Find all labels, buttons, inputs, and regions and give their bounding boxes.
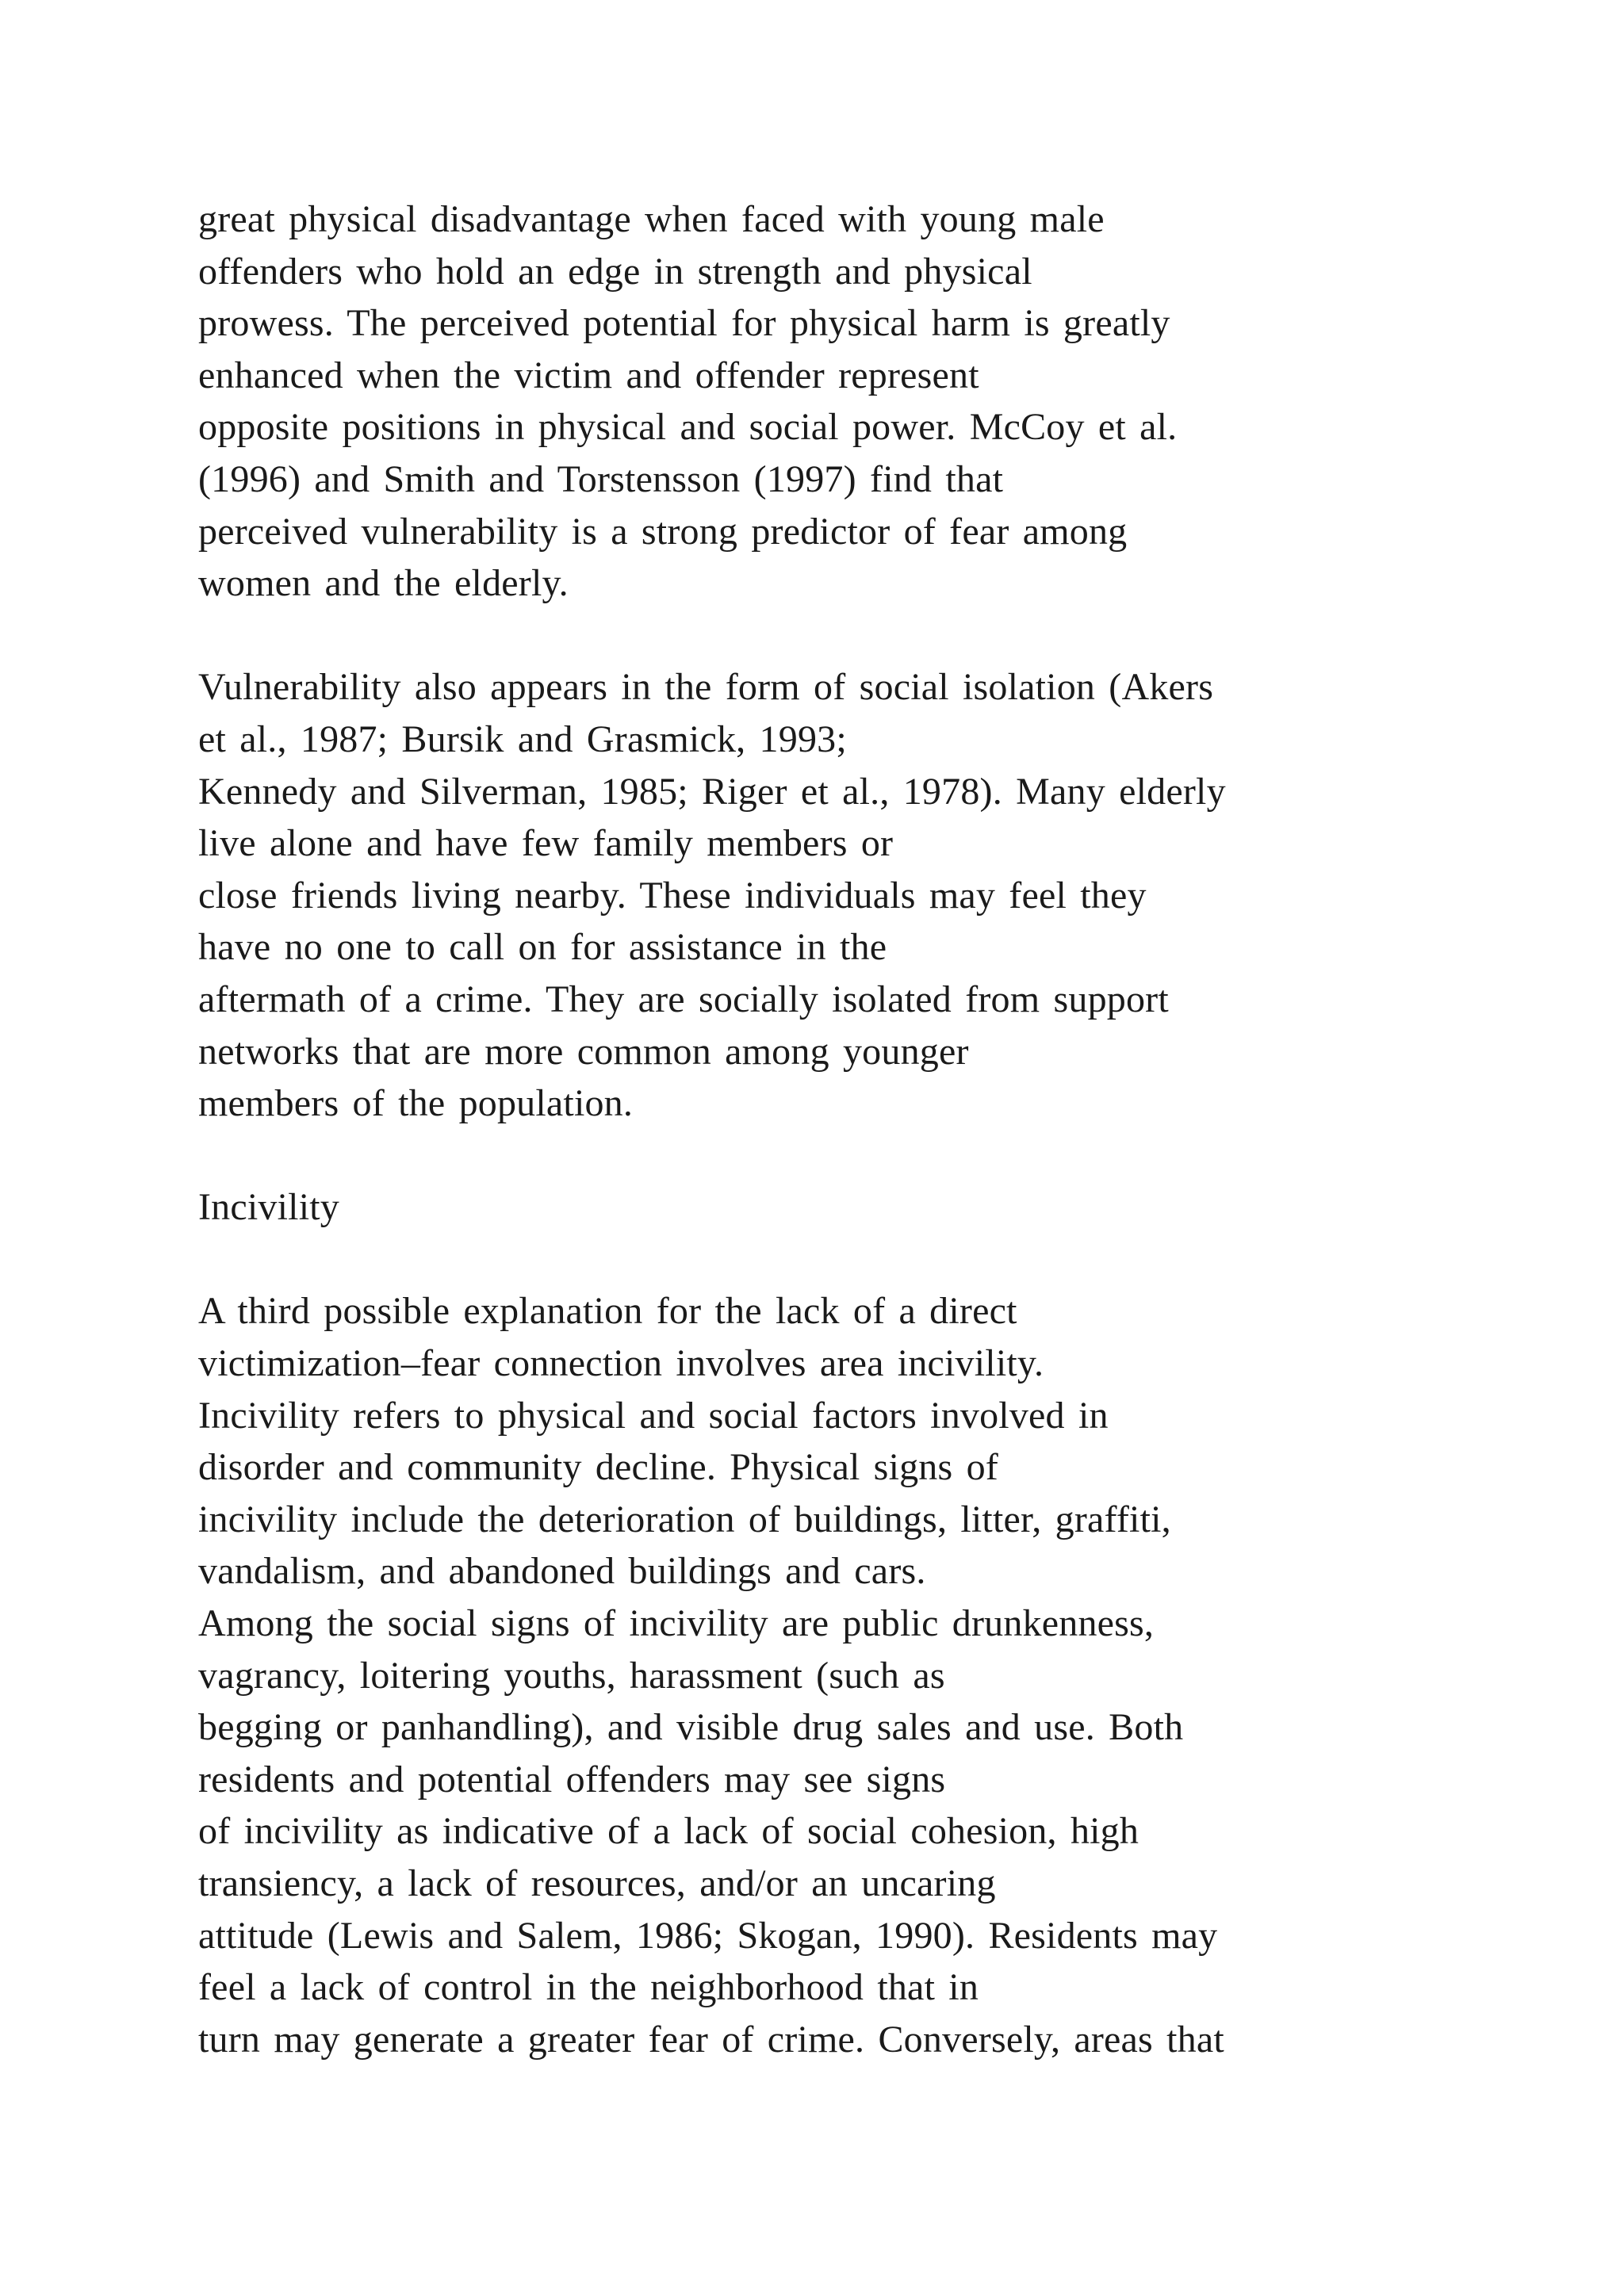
text-line: turn may generate a greater fear of crime. Conversely, areas that — [198, 2018, 1224, 2061]
text-line: live alone and have few family members or — [198, 822, 894, 865]
text-line: A third possible explanation for the lack of a direct — [198, 1290, 1017, 1333]
text-line: great physical disadvantage when faced with young male — [198, 198, 1105, 240]
text-line: vagrancy, loitering youths, harassment (such as — [198, 1654, 945, 1697]
text-line: have no one to call on for assistance in the — [198, 926, 887, 969]
text-line: aftermath of a crime. They are socially isolated from support — [198, 978, 1169, 1020]
text-line: et al., 1987; Bursik and Grasmick, 1993; — [198, 718, 847, 760]
text-line: Kennedy and Silverman, 1985; Riger et al., 1978). Many elderly — [198, 770, 1226, 813]
section-heading: Incivility — [198, 1186, 339, 1229]
text-line: incivility include the deterioration of buildings, litter, graffiti, — [198, 1498, 1171, 1540]
paragraph-incivility — [198, 1285, 1435, 2065]
text-line: Vulnerability also appears in the form of social isolation (Akers — [198, 666, 1214, 709]
text-line: Incivility refers to physical and social factors involved in — [198, 1394, 1109, 1437]
paragraph-break — [198, 610, 1435, 662]
text-line: begging or panhandling), and visible drug sales and use. Both — [198, 1706, 1184, 1749]
text-line: women and the elderly. — [198, 562, 569, 605]
paragraph-break — [198, 1130, 1435, 1182]
paragraph-break — [198, 1234, 1435, 1286]
paragraph-social-isolation — [198, 661, 1435, 1129]
text-line: close friends living nearby. These individuals may feel they — [198, 874, 1147, 916]
paragraph-vulnerability-physical — [198, 193, 1435, 610]
text-line: members of the population. — [198, 1082, 634, 1125]
text-line: networks that are more common among younger — [198, 1030, 969, 1073]
text-line: Among the social signs of incivility are public drunkenness, — [198, 1602, 1155, 1645]
text-line: vandalism, and abandoned buildings and cars. — [198, 1550, 926, 1593]
text-line: disorder and community decline. Physical signs of — [198, 1446, 998, 1489]
text-line: (1996) and Smith and Torstensson (1997) find that — [198, 457, 1004, 500]
text-line: residents and potential offenders may see signs — [198, 1758, 946, 1800]
text-line: prowess. The perceived potential for physical harm is greatly — [198, 302, 1170, 345]
text-line: of incivility as indicative of a lack of social cohesion, high — [198, 1810, 1139, 1853]
text-line: offenders who hold an edge in strength and physical — [198, 250, 1032, 293]
text-line: perceived vulnerability is a strong predictor of fear among — [198, 510, 1128, 553]
body-text — [198, 193, 1435, 2065]
text-line: victimization–fear connection involves area incivility. — [198, 1342, 1044, 1385]
text-line: attitude (Lewis and Salem, 1986; Skogan, 1990). Residents may — [198, 1914, 1218, 1957]
text-line: enhanced when the victim and offender represent — [198, 354, 979, 396]
section-heading-incivility — [198, 1181, 1435, 1234]
text-line: transiency, a lack of resources, and/or an uncaring — [198, 1862, 996, 1904]
text-line: opposite positions in physical and social power. McCoy et al. — [198, 406, 1178, 449]
text-line: feel a lack of control in the neighborhood that in — [198, 1966, 979, 2009]
